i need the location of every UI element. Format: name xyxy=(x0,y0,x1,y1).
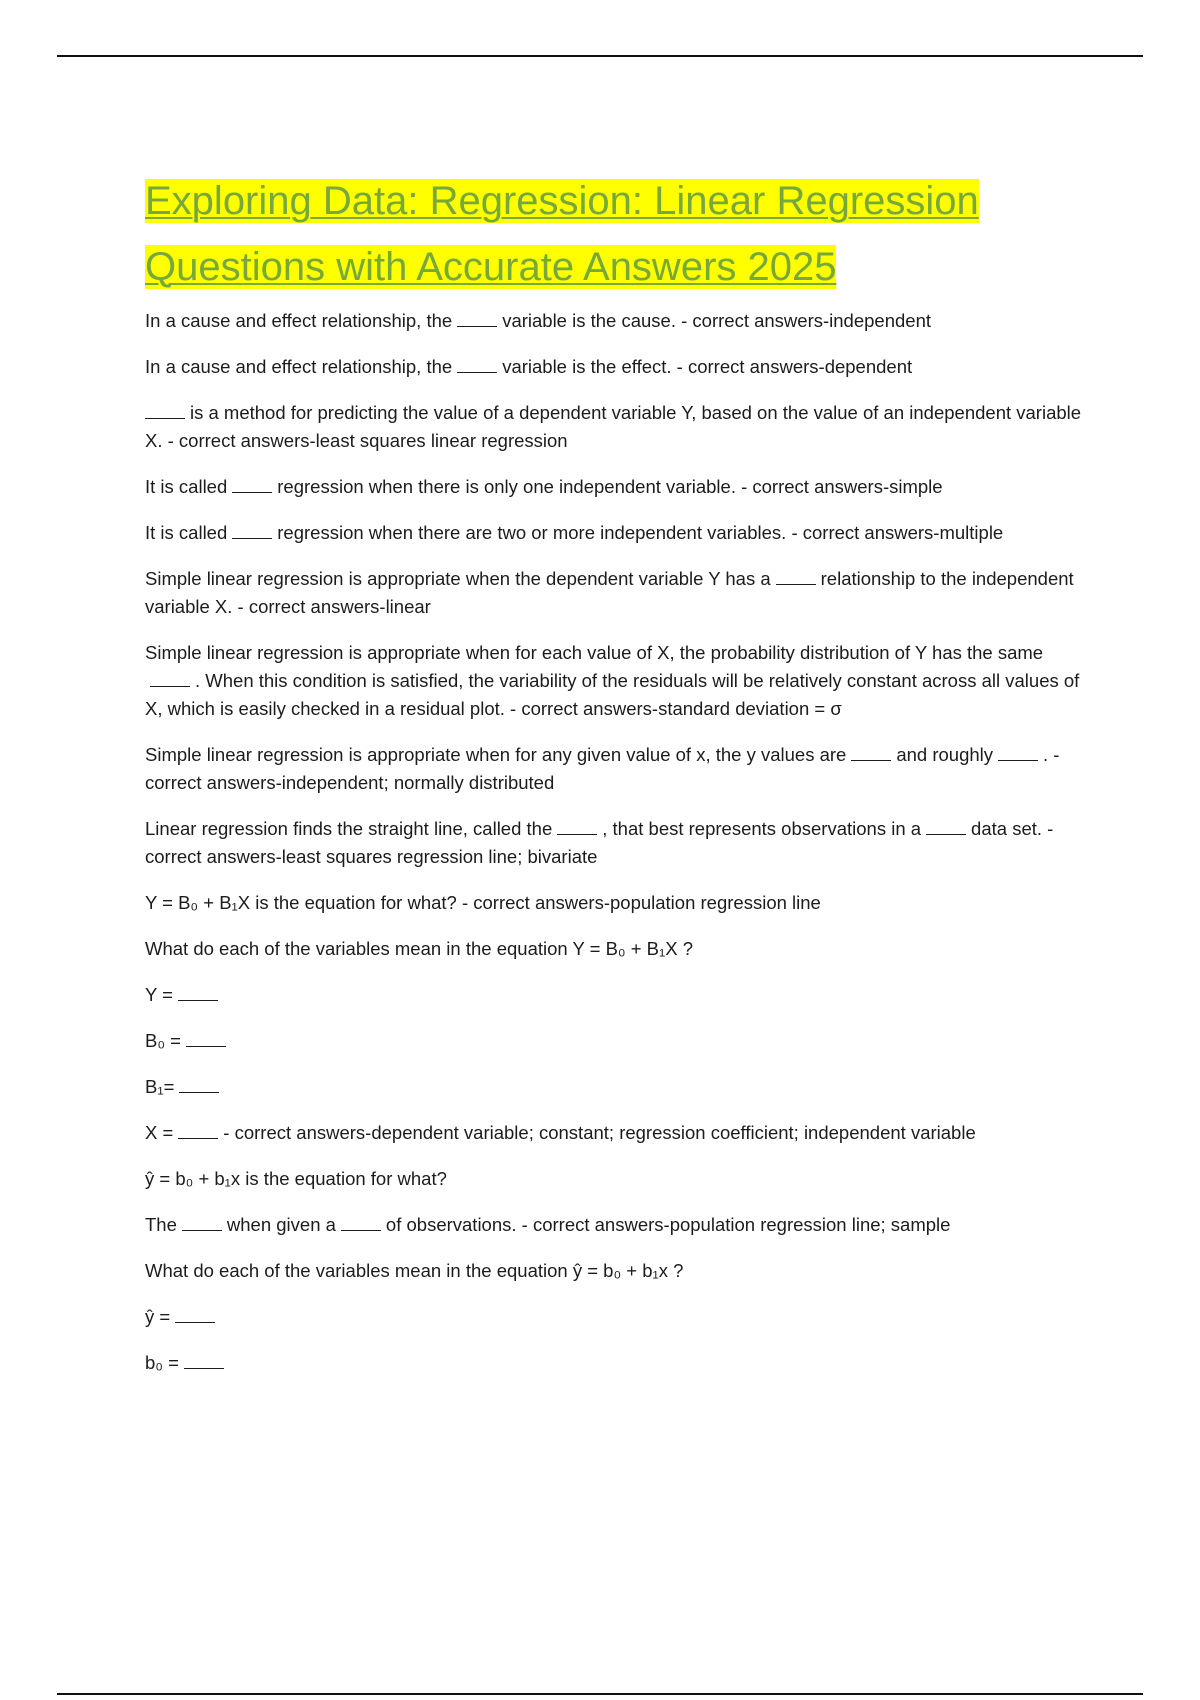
qa-text: - correct answers-dependent variable; constant; regression coefficient; independent variable xyxy=(223,1122,976,1143)
answer-blank xyxy=(998,743,1038,761)
qa-text: variable is the effect. - correct answers-dependent xyxy=(502,356,913,377)
qa-text: of observations. - correct answers-population regression line; sample xyxy=(385,1214,951,1235)
qa-item-b1-definition xyxy=(145,1073,1085,1101)
qa-text: Simple linear regression is appropriate when for each value of X, the probability distribution of Y has the same xyxy=(145,642,1044,663)
answer-blank xyxy=(457,309,497,327)
qa-text: It is called xyxy=(145,476,228,497)
qa-item-prediction-method xyxy=(145,399,1085,455)
answer-blank xyxy=(557,817,597,835)
qa-text: variable is the cause. - correct answers-independent xyxy=(502,310,931,331)
qa-text: relationship to the independent variable X. - correct answers-linear xyxy=(145,568,1074,617)
answer-blank xyxy=(457,355,497,373)
qa-text: . - correct answers-independent; normally distributed xyxy=(145,744,1060,793)
answer-blank xyxy=(926,817,966,835)
qa-text: b₀ = xyxy=(145,1352,179,1373)
qa-text: B₀ = xyxy=(145,1030,181,1051)
document-title xyxy=(145,168,1085,300)
qa-text: It is called xyxy=(145,522,228,543)
answer-blank xyxy=(184,1351,224,1369)
qa-text: Y = xyxy=(145,984,173,1005)
qa-text: In a cause and effect relationship, the xyxy=(145,310,453,331)
answer-blank xyxy=(232,521,272,539)
qa-text: regression when there are two or more independent variables. - correct answers-multiple xyxy=(277,522,1004,543)
answer-blank xyxy=(145,401,185,419)
answer-blank xyxy=(175,1305,215,1323)
qa-text: Linear regression finds the straight line, called the xyxy=(145,818,553,839)
qa-text: The xyxy=(145,1214,177,1235)
qa-item-sample-equation xyxy=(145,1165,1085,1193)
qa-text: What do each of the variables mean in the equation Y = B₀ + B₁X ? xyxy=(145,938,694,959)
qa-item-linear-relationship xyxy=(145,565,1085,621)
answer-blank xyxy=(150,669,190,687)
qa-text: Simple linear regression is appropriate when for any given value of x, the y values are xyxy=(145,744,847,765)
qa-item-simple-regression xyxy=(145,473,1085,501)
qa-text: and roughly xyxy=(896,744,994,765)
qa-text: B₁= xyxy=(145,1076,175,1097)
answer-blank xyxy=(851,743,891,761)
qa-text: , that best represents observations in a xyxy=(602,818,922,839)
qa-item-b0-definition xyxy=(145,1027,1085,1055)
qa-text: Y = B₀ + B₁X is the equation for what? - correct answers-population regression line xyxy=(145,892,821,913)
qa-item-effect-variable xyxy=(145,353,1085,381)
qa-text: . When this condition is satisfied, the variability of the residuals will be relatively constant across all values of X, which is easily checked in a residual plot. - correct answers-standard deviation = σ xyxy=(145,670,1080,719)
qa-text: ŷ = xyxy=(145,1306,171,1327)
qa-item-regression-line xyxy=(145,815,1085,871)
qa-item-standard-deviation xyxy=(145,639,1085,723)
qa-text: data set. - correct answers-least squares regression line; bivariate xyxy=(145,818,1054,867)
document-title-line-2: Questions with Accurate Answers 2025 xyxy=(145,245,837,289)
answer-blank xyxy=(179,1075,219,1093)
answer-blank xyxy=(232,475,272,493)
qa-item-sample-variables-question xyxy=(145,1257,1085,1285)
qa-item-y-definition xyxy=(145,981,1085,1009)
qa-item-yhat-definition xyxy=(145,1303,1085,1331)
answer-blank xyxy=(178,1121,218,1139)
qa-text: X = xyxy=(145,1122,174,1143)
qa-item-cause-variable xyxy=(145,307,1085,335)
qa-text: What do each of the variables mean in the equation ŷ = b₀ + b₁x ? xyxy=(145,1260,684,1281)
answer-blank xyxy=(341,1213,381,1231)
qa-item-independent-normal xyxy=(145,741,1085,797)
answer-blank xyxy=(186,1029,226,1047)
answer-blank xyxy=(178,983,218,1001)
qa-text: Simple linear regression is appropriate when the dependent variable Y has a xyxy=(145,568,771,589)
page-top-rule xyxy=(57,55,1143,57)
qa-item-multiple-regression xyxy=(145,519,1085,547)
answer-blank xyxy=(182,1213,222,1231)
qa-text: ŷ = b₀ + b₁x is the equation for what? xyxy=(145,1168,447,1189)
qa-text: In a cause and effect relationship, the xyxy=(145,356,453,377)
qa-item-x-definition xyxy=(145,1119,1085,1147)
answer-blank xyxy=(776,567,816,585)
document-title-line-1: Exploring Data: Regression: Linear Regression xyxy=(145,179,979,223)
qa-text: is a method for predicting the value of a dependent variable Y, based on the value of an independent variable X. - correct answers-least squares linear regression xyxy=(145,402,1082,451)
page-bottom-rule xyxy=(57,1693,1143,1695)
qa-text: when given a xyxy=(226,1214,336,1235)
qa-item-b0-sample-definition xyxy=(145,1349,1085,1377)
qa-item-variables-question xyxy=(145,935,1085,963)
document-body xyxy=(145,168,1085,1395)
qa-item-sample-answer xyxy=(145,1211,1085,1239)
qa-text: regression when there is only one independent variable. - correct answers-simple xyxy=(277,476,943,497)
qa-item-population-equation xyxy=(145,889,1085,917)
